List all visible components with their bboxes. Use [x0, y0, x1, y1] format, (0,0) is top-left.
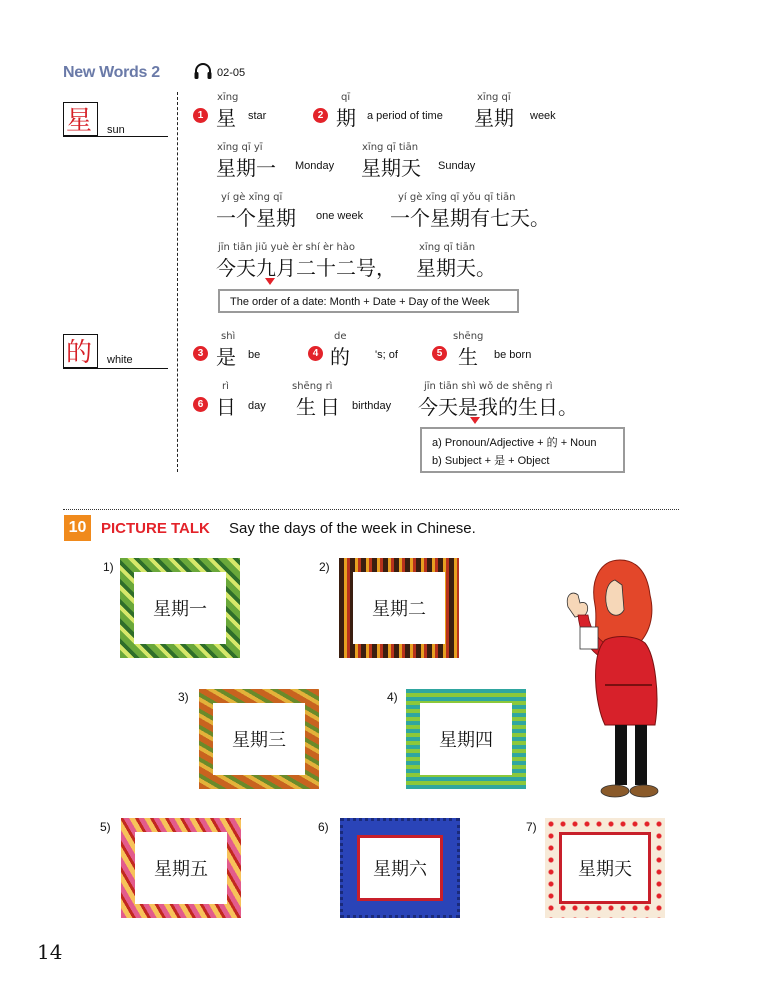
section-number-badge: 10 — [64, 515, 91, 541]
phrase-gloss: Monday — [295, 160, 335, 172]
pointer-triangle — [265, 278, 275, 285]
pinyin: yí gè xīng qī yǒu qī tiān — [398, 192, 516, 203]
side-meaning: white — [107, 354, 133, 366]
day-frame-6 — [340, 818, 460, 918]
phrase-gloss: one week — [316, 210, 364, 222]
side-meaning: sun — [107, 124, 125, 136]
word-han: 期 — [336, 106, 356, 130]
day-text: 星期二 — [353, 572, 445, 644]
word-han: 星 — [216, 106, 236, 130]
day-label: 7) — [526, 820, 537, 834]
side-char: 星 — [66, 106, 93, 136]
day-text: 星期五 — [135, 832, 227, 904]
pinyin: xīng — [217, 92, 239, 103]
teacher-illustration — [560, 555, 680, 810]
word-gloss: star — [248, 110, 267, 122]
word-gloss: a period of time — [367, 110, 443, 122]
word-han: 是 — [216, 345, 236, 369]
word-han: 日 — [216, 395, 236, 419]
new-words-title: New Words 2 — [63, 64, 160, 81]
day-frame-4 — [406, 689, 526, 789]
phrase-han: 一个星期 — [216, 206, 296, 230]
day-text: 星期四 — [420, 703, 512, 775]
grammar-line-b: b) Subject + 是 + Object — [432, 455, 550, 467]
word-han: 生日 — [296, 395, 344, 419]
pinyin: shēng rì — [292, 381, 333, 392]
day-label: 6) — [318, 820, 329, 834]
pinyin: shì — [221, 331, 236, 342]
audio-track-number: 02-05 — [217, 67, 246, 79]
day-frame-5 — [121, 818, 241, 918]
word-han: 生 — [458, 345, 478, 369]
word-gloss: be born — [494, 349, 532, 361]
word-number: 2 — [313, 108, 328, 123]
day-label: 2) — [319, 560, 330, 574]
dashed-separator — [177, 92, 178, 472]
phrase-han: 星期一 — [216, 156, 276, 180]
section-divider — [63, 509, 679, 510]
pinyin: qī — [341, 92, 351, 103]
phrase-han: 星期天 — [361, 156, 421, 180]
word-gloss: birthday — [352, 400, 392, 412]
word-gloss: be — [248, 349, 261, 361]
word-han: 的 — [330, 345, 350, 369]
word-number: 4 — [308, 346, 323, 361]
phrase-han: 今天是我的生日。 — [418, 395, 578, 419]
word-number: 6 — [193, 397, 208, 412]
day-frame-2 — [339, 558, 459, 658]
day-label: 1) — [103, 560, 114, 574]
section-instruction: Say the days of the week in Chinese. — [229, 520, 476, 537]
word-number: 3 — [193, 346, 208, 361]
pinyin: xīng qī yī — [217, 142, 263, 153]
pinyin: xīng qī — [477, 92, 511, 103]
pointer-triangle — [470, 417, 480, 424]
phrase-han: 今天九月二十二号， — [216, 256, 396, 280]
grammar-note — [420, 427, 625, 473]
day-text: 星期天 — [559, 832, 651, 904]
page-number: 14 — [37, 940, 63, 964]
word-number: 1 — [193, 108, 208, 123]
grammar-line-a: a) Pronoun/Adjective + 的 + Noun — [432, 437, 597, 449]
day-frame-1 — [120, 558, 240, 658]
word-han: 星期 — [474, 106, 514, 130]
pinyin: jīn tiān jiǔ yuè èr shí èr hào — [218, 242, 356, 253]
pinyin: shēng — [453, 331, 484, 342]
day-frame-7 — [545, 818, 665, 918]
day-frame-3 — [199, 689, 319, 789]
phrase-gloss: Sunday — [438, 160, 476, 172]
day-text: 星期一 — [134, 572, 226, 644]
word-gloss: 's; of — [375, 349, 398, 361]
day-text: 星期三 — [213, 703, 305, 775]
headphones-icon[interactable] — [193, 62, 213, 80]
divider-line — [63, 136, 168, 137]
pinyin: de — [334, 331, 347, 342]
day-text: 星期六 — [357, 835, 443, 901]
pinyin: rì — [222, 381, 229, 392]
pinyin: jīn tiān shì wǒ de shēng rì — [424, 381, 553, 392]
section-title: PICTURE TALK — [101, 520, 210, 537]
phrase-han: 星期天。 — [416, 256, 496, 280]
word-number: 5 — [432, 346, 447, 361]
date-order-note: The order of a date: Month + Date + Day of the Week — [218, 289, 519, 313]
word-gloss: day — [248, 400, 266, 412]
pinyin: xīng qī tiān — [419, 242, 476, 253]
word-gloss: week — [530, 110, 556, 122]
day-label: 4) — [387, 690, 398, 704]
side-char: 的 — [66, 338, 93, 368]
pinyin: xīng qī tiān — [362, 142, 419, 153]
day-label: 5) — [100, 820, 111, 834]
divider-line — [63, 368, 168, 369]
pinyin: yí gè xīng qī — [221, 192, 283, 203]
day-label: 3) — [178, 690, 189, 704]
phrase-han: 一个星期有七天。 — [390, 206, 550, 230]
